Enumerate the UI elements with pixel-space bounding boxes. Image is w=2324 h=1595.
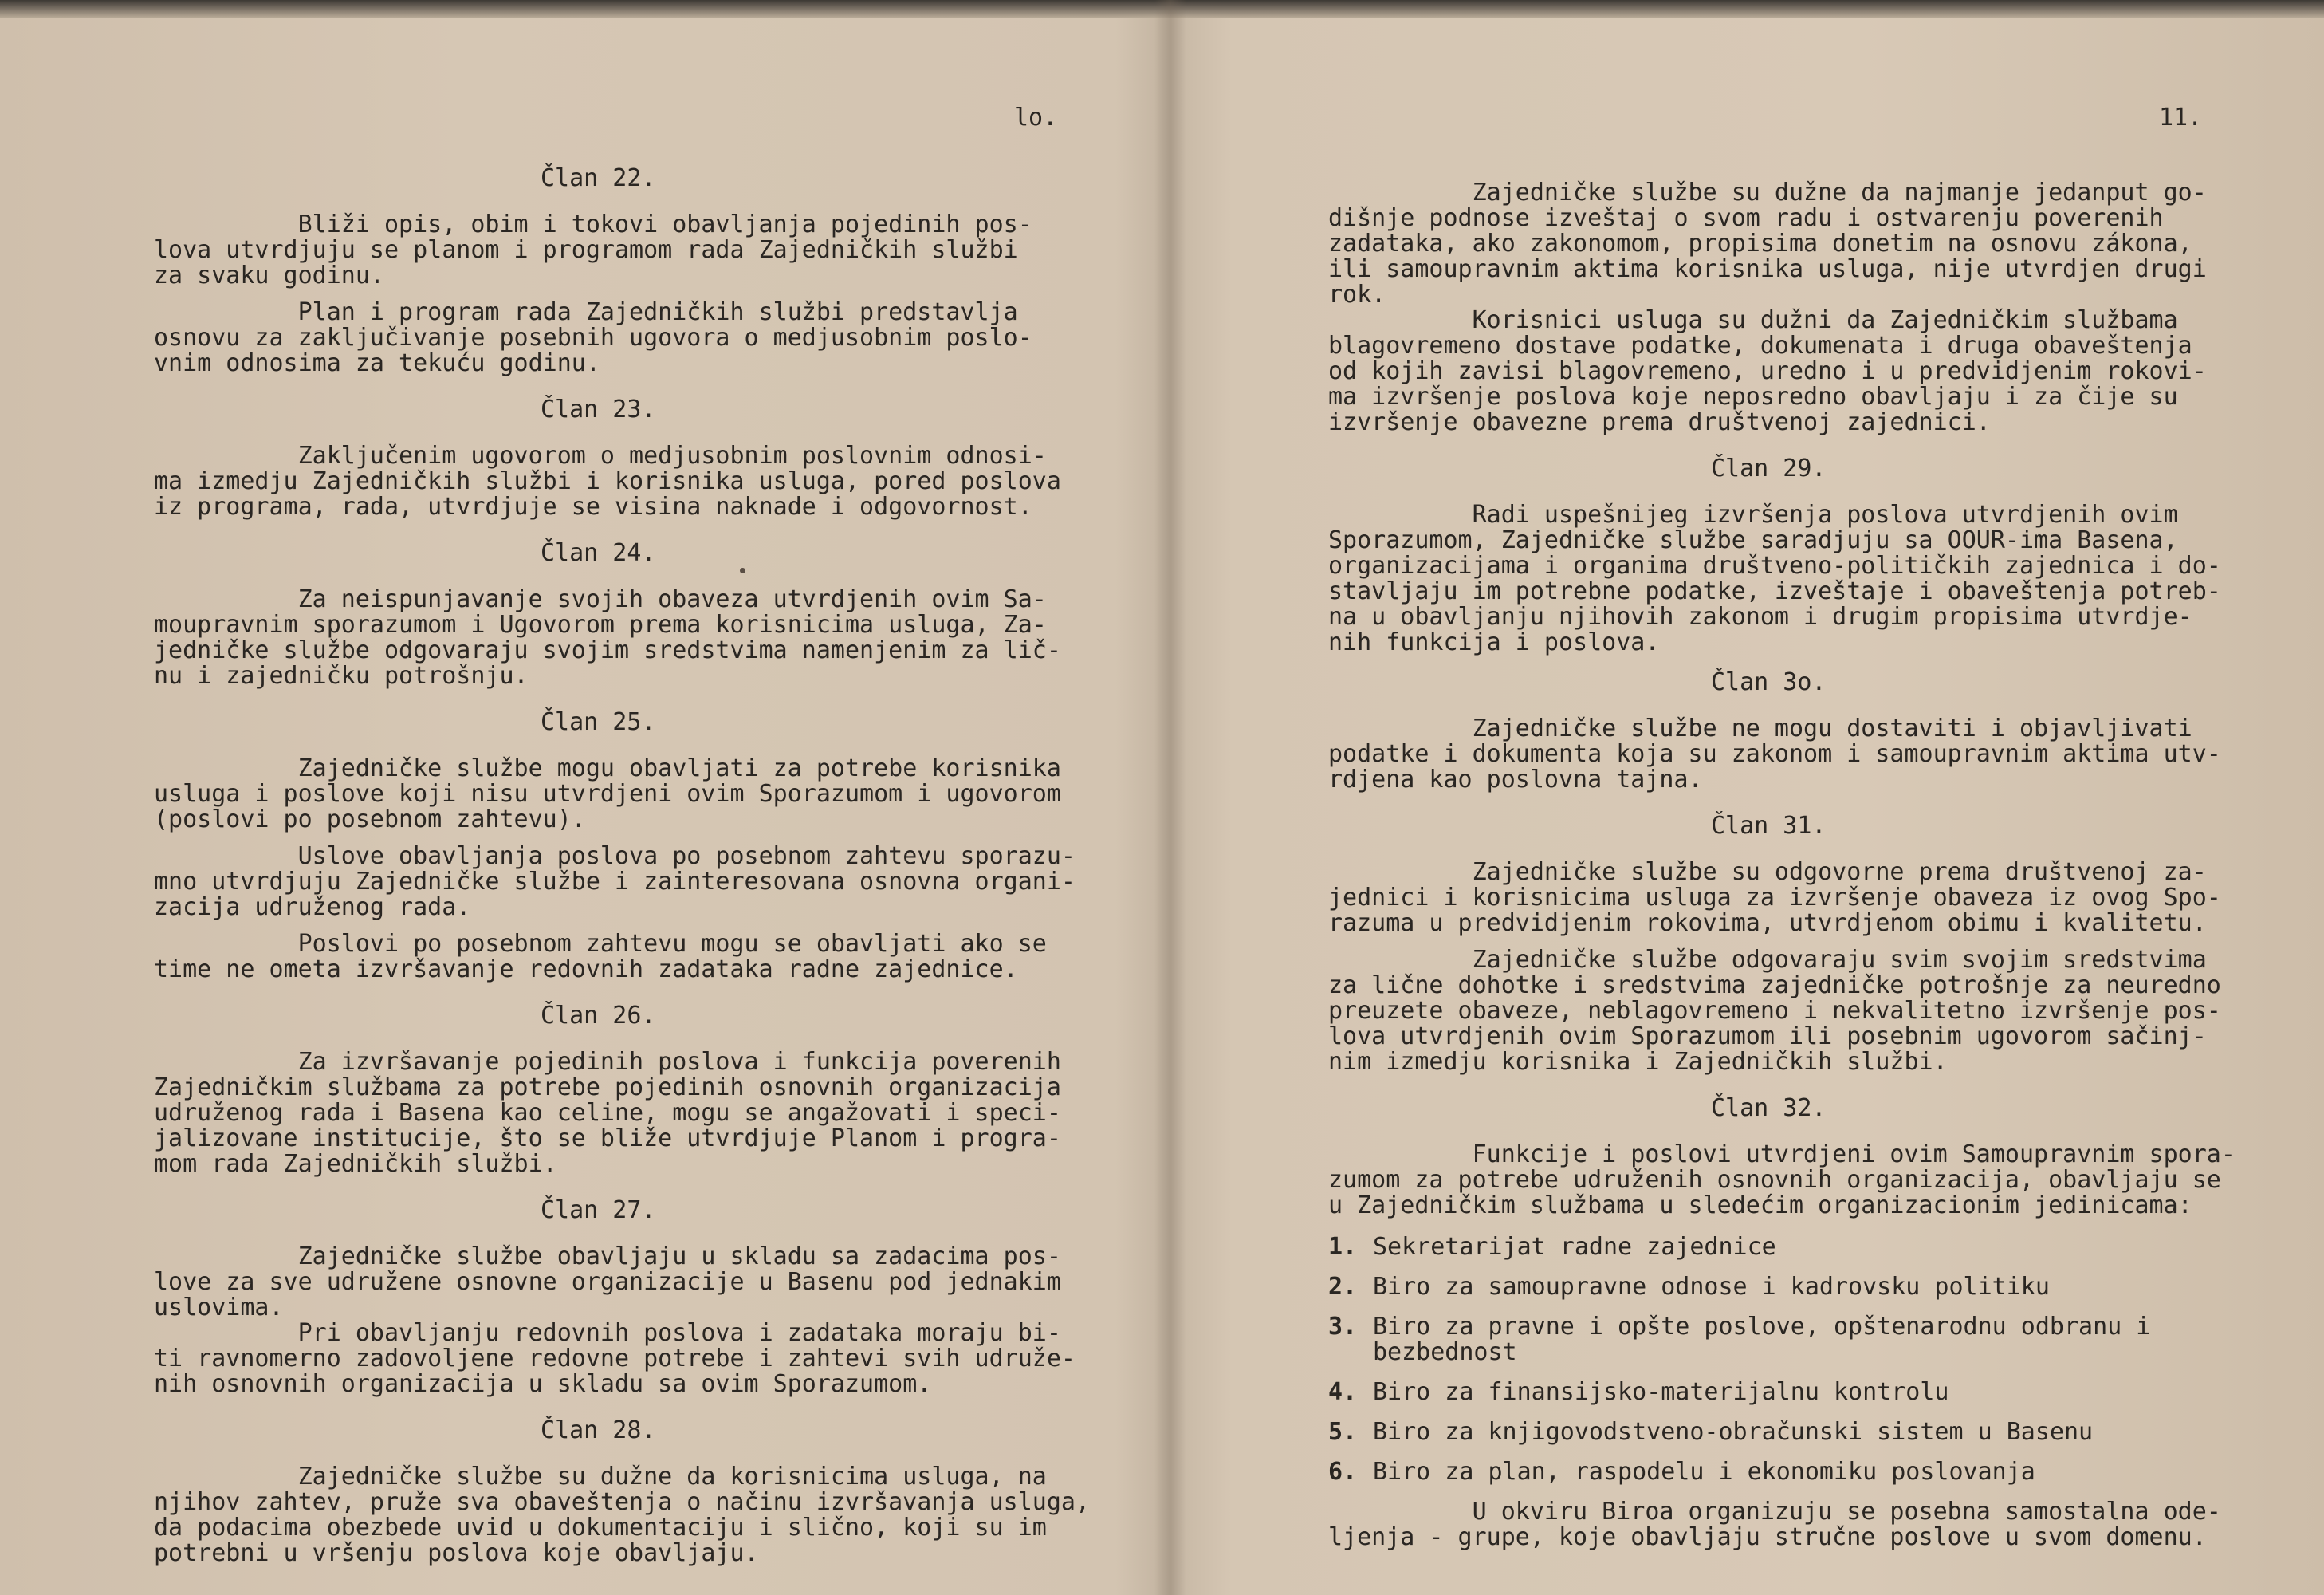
article-heading: Član 25. (541, 708, 656, 736)
list-item (1328, 1274, 2269, 1300)
article-paragraph: Za izvršavanje pojedinih poslova i funkcija poverenih Zajedničkim službama za potrebe pojedinih osnovnih organizacija udruženog rada i Basena kao celine, mogu se angažovati i speci- jalizovane institucije, što se bliže utvrdjuje Planom i progra- mom rada Zajedničkih službi. (154, 1048, 1061, 1178)
right-page-number: 11. (2159, 104, 2203, 132)
list-item-text: Biro za finansijsko-materijalnu kontrolu (1373, 1378, 1949, 1406)
list-item-text: Sekretarijat radne zajednice (1373, 1233, 1776, 1261)
article-paragraph: Radi uspešnijeg izvršenja poslova utvrdjenih ovim Sporazumom, Zajedničke službe saradjuju sa OOUR-ima Basena, organizacijama i organima društveno-političkih zajednica i do- stavljaju im potrebne podatke, izveštaje i obaveštenja potreb- na u obavljanju njihovih zakonom i drugim propisima utvrdje- nih funkcija i poslova. (1328, 501, 2221, 656)
list-item-number: 6. (1328, 1458, 1358, 1486)
right-page (1186, 0, 2324, 1595)
article-heading: Član 3o. (1711, 668, 1827, 696)
article-paragraph: Zaključenim ugovorom o medjusobnim poslovnim odnosi- ma izmedju Zajedničkih službi i korisnika usluga, pored poslova iz programa, rada, utvrdjuje se visina naknade i odgovornost. (154, 442, 1061, 521)
article-heading: Član 23. (541, 396, 656, 423)
article-heading: Član 27. (541, 1196, 656, 1224)
article-paragraph: Zajedničke službe su odgovorne prema društvenoj za- jednici i korisnicima usluga za izvršenje obaveza iz ovog Spo- razuma u predvidjenim rokovima, utvrdjenom obimu i kvalitetu. (1328, 858, 2221, 937)
article-paragraph: Bliži opis, obim i tokovi obavljanja pojedinih pos- lova utvrdjuju se planom i programom rada Zajedničkih službi za svaku godinu. (154, 211, 1032, 289)
article-paragraph: Plan i program rada Zajedničkih službi predstavlja osnovu za zaključivanje posebnih ugovora o medjusobnim poslo- vnim odnosima za tekuću godinu. (154, 298, 1032, 377)
article-paragraph: Zajedničke službe su dužne da najmanje jedanput go- dišnje podnose izveštaj o svom radu i ostvarenju poverenih zadataka, ako zakonomom, propisima donetim na osnovu zákona, ili samoupravnim aktima korisnika usluga, nije utvrdjen drugi rok. Korisnici usluga su dužni da Zajedničkim službama blagovremeno dostave podatke, dokumenata i druga obaveštenja od kojih zavisi blagovremeno, uredno i u predvidjenim rokovi- ma izvršenje poslova koje neposredno obavljaju i za čije su izvršenje obavezne prema društvenoj zajednici. (1328, 179, 2207, 436)
article-heading: Član 29. (1711, 455, 1827, 482)
list-item-number: 3. (1328, 1313, 1358, 1341)
article-paragraph: Uslove obavljanja poslova po posebnom zahtevu sporazu- mno utvrdjuju Zajedničke službe i zainteresovana osnovna organi- zacija udruženog rada. (154, 842, 1075, 921)
article-paragraph: Zajedničke službe ne mogu dostaviti i objavljivati podatke i dokumenta koja su zakonom i samoupravnim aktima utv- rdjena kao poslovna tajna. (1328, 715, 2221, 794)
list-item-text: Biro za pravne i opšte poslove, opštenarodnu odbranu i bezbednost (1373, 1313, 2151, 1366)
list-item-number: 4. (1328, 1378, 1358, 1406)
article-paragraph: Poslovi po posebnom zahtevu mogu se obavljati ako se time ne ometa izvršavanje redovnih zadataka radne zajednice. (154, 930, 1047, 983)
list-item-text: Biro za plan, raspodelu i ekonomiku poslovanja (1373, 1458, 2035, 1486)
list-item-text: Biro za samoupravne odnose i kadrovsku politiku (1373, 1273, 2050, 1301)
list-item (1328, 1420, 2269, 1445)
ink-speck (740, 568, 745, 573)
left-page-body (154, 166, 1111, 1577)
article-heading: Član 32. (1711, 1094, 1827, 1122)
list-item-number: 1. (1328, 1233, 1358, 1261)
list-item (1328, 1314, 2269, 1365)
list-item-number: 5. (1328, 1418, 1358, 1446)
article-heading: Član 22. (541, 164, 656, 192)
book-gutter (1154, 0, 1186, 1595)
article-paragraph: Zajedničke službe obavljaju u skladu sa zadacima pos- love za sve udružene osnovne organizacije u Basenu pod jednakim uslovima. Pri obavljanju redovnih poslova i zadataka moraju bi- ti ravnomerno zadovoljene redovne potrebe i zahtevi svih udruže- nih osnovnih organizacija u skladu sa ovim Sporazumom. (154, 1243, 1075, 1398)
list-item (1328, 1459, 2269, 1485)
article-paragraph: Funkcije i poslovi utvrdjeni ovim Samoupravnim spora- zumom za potrebe udruženih osnovnih organizacija, obavljaju se u Zajedničkim službama u sledećim organizacionim jedinicama: (1328, 1140, 2236, 1219)
list-item (1328, 1380, 2269, 1405)
right-page-body (1328, 180, 2269, 1562)
article-heading: Član 31. (1711, 812, 1827, 840)
left-page (0, 0, 1156, 1595)
article-paragraph: Zajedničke službe mogu obavljati za potrebe korisnika usluga i poslove koji nisu utvrdjeni ovim Sporazumom i ugovorom (poslovi po posebnom zahtevu). (154, 754, 1061, 833)
list-item-text: Biro za knjigovodstveno-obračunski sistem u Basenu (1373, 1418, 2094, 1446)
article-paragraph: U okviru Biroa organizuju se posebna samostalna ode- ljenja - grupe, koje obavljaju stručne poslove u svom domenu. (1328, 1498, 2221, 1551)
list-item (1328, 1235, 2269, 1260)
article-heading: Član 26. (541, 1002, 656, 1030)
left-page-number: lo. (1014, 104, 1058, 132)
organizational-units-list (1328, 1235, 2269, 1485)
article-heading: Član 24. (541, 539, 656, 567)
article-paragraph: Za neispunjavanje svojih obaveza utvrdjenih ovim Sa- moupravnim sporazumom i Ugovorom prema korisnicima usluga, Za- jedničke službe odgovaraju svojim sredstvima namenjenim za lič- nu i zajedničku potrošnju. (154, 585, 1061, 690)
article-paragraph: Zajedničke službe odgovaraju svim svojim sredstvima za lične dohotke i sredstvima zajedničke potrošnje za neuredno preuzete obaveze, neblagovremeno i nekvalitetno izvršenje pos- lova utvrdjenih ovim Sporazumom ili posebnim ugovorom sačinj- nim izmedju korisnika i Zajedničkih službi. (1328, 946, 2221, 1076)
article-paragraph: Zajedničke službe su dužne da korisnicima usluga, na njihov zahtev, pruže sva obaveštenja o načinu izvršavanja usluga, da podacima obezbede uvid u dokumentaciju i slično, koji su im potrebni u vršenju poslova koje obavljaju. (154, 1463, 1090, 1567)
article-heading: Član 28. (541, 1416, 656, 1444)
list-item-number: 2. (1328, 1273, 1358, 1301)
